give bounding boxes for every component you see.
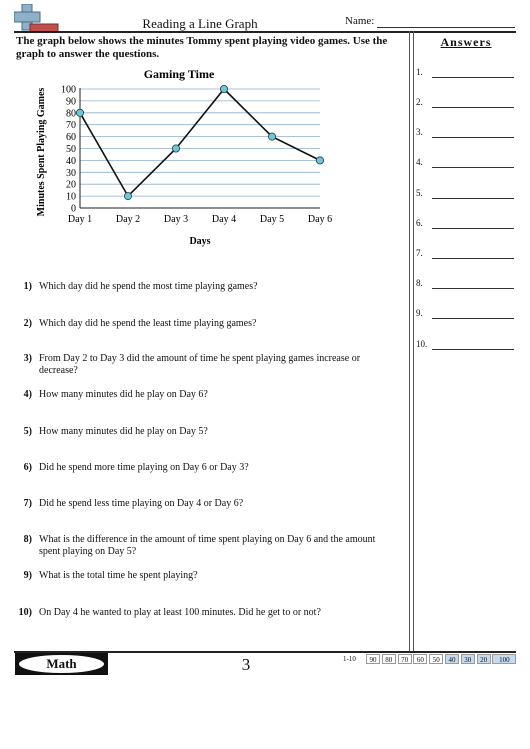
chart-y-tick-label: 90 — [66, 96, 76, 108]
score-cell: 60 — [413, 654, 427, 664]
chart-y-tick-label: 30 — [66, 167, 76, 179]
answer-number: 7. — [416, 248, 423, 258]
question-text: What is the difference in the amount of time spent playing on Day 6 and the amount spent playing on Day 5? — [39, 534, 376, 557]
chart-y-tick-label: 10 — [66, 191, 76, 203]
chart-y-tick-label: 70 — [66, 120, 76, 132]
answer-number: 2. — [416, 97, 423, 107]
question-text: On Day 4 he wanted to play at least 100 minutes. Did he get to or not? — [39, 607, 321, 618]
page-title: Reading a Line Graph — [142, 16, 258, 31]
question-text: What is the total time he spent playing? — [39, 570, 198, 581]
chart-y-tick-label: 40 — [66, 155, 76, 167]
question-number: 1) — [23, 281, 32, 292]
answer-number: 9. — [416, 308, 423, 318]
question-number: 10) — [18, 607, 32, 618]
question-number: 9) — [23, 570, 32, 581]
chart-data-point — [220, 85, 227, 92]
question-number: 5) — [23, 426, 32, 437]
page-number: 3 — [241, 655, 251, 674]
score-cell: 100 — [492, 654, 516, 664]
chart-data-point — [172, 145, 179, 152]
chart-x-tick-label: Day 6 — [307, 214, 333, 225]
question-number: 3) — [23, 353, 32, 364]
chart-y-tick-label: 50 — [66, 144, 76, 155]
score-cell: 40 — [445, 654, 459, 664]
answer-field[interactable] — [432, 349, 514, 350]
answer-field[interactable] — [432, 137, 514, 138]
question-text: Did he spend more time playing on Day 6 or Day 3? — [39, 462, 249, 473]
question-text: Which day did he spend the most time playing games? — [39, 281, 258, 292]
chart-x-tick-label: Day 1 — [67, 214, 93, 225]
question-number: 8) — [23, 534, 32, 545]
answer-field[interactable] — [432, 258, 514, 259]
answer-number: 10. — [416, 339, 428, 349]
answer-field[interactable] — [432, 107, 514, 108]
chart-data-point — [268, 133, 275, 140]
score-cell: 50 — [429, 654, 443, 664]
score-cell: 70 — [398, 654, 412, 664]
question-number: 2) — [23, 318, 32, 329]
answer-number: 8. — [416, 278, 423, 288]
instructions: The graph below shows the minutes Tommy spent playing video games. Use the graph to answer the questions. — [16, 35, 388, 60]
question-text: From Day 2 to Day 3 did the amount of time he spent playing games increase or decrease? — [39, 353, 361, 376]
chart-y-tick-label: 60 — [66, 132, 76, 144]
score-cell: 90 — [366, 654, 380, 664]
question-number: 6) — [23, 462, 32, 473]
question-text: How many minutes did he play on Day 6? — [39, 389, 208, 400]
chart-x-tick-label: Day 3 — [163, 214, 189, 225]
score-range-label: 1-10 — [343, 655, 356, 663]
answer-field[interactable] — [432, 318, 514, 319]
score-cell: 30 — [461, 654, 475, 664]
chart-y-axis-label: Minutes Spent Playing Games — [36, 87, 47, 217]
question-number: 7) — [23, 498, 32, 509]
brand-label: Math — [19, 655, 104, 673]
name-field[interactable] — [377, 27, 515, 28]
score-cell: 20 — [477, 654, 491, 664]
answer-number: 3. — [416, 127, 423, 137]
answer-field[interactable] — [432, 167, 514, 168]
chart-x-tick-label: Day 5 — [259, 214, 285, 225]
name-label: Name: — [345, 15, 375, 27]
answer-column-divider-inner — [413, 31, 414, 651]
chart-title: Gaming Time — [143, 67, 215, 81]
chart-series-line — [80, 89, 320, 196]
chart-y-tick-label: 80 — [66, 108, 76, 120]
question-text: How many minutes did he play on Day 5? — [39, 426, 208, 437]
answer-field[interactable] — [432, 198, 514, 199]
answer-number: 6. — [416, 218, 423, 228]
question-text: Did he spend less time playing on Day 4 or Day 6? — [39, 498, 244, 509]
header-divider — [14, 31, 516, 33]
line-chart — [14, 62, 409, 252]
chart-x-tick-label: Day 4 — [211, 214, 237, 225]
question-text: Which day did he spend the least time playing games? — [39, 318, 257, 329]
chart-data-point — [316, 157, 323, 164]
answer-field[interactable] — [432, 77, 514, 78]
chart-y-tick-label: 0 — [71, 203, 76, 215]
answers-title: Answers — [440, 35, 492, 49]
chart-data-point — [76, 109, 83, 116]
score-cell: 80 — [382, 654, 396, 664]
answer-column-divider — [409, 31, 410, 651]
chart-x-tick-label: Day 2 — [115, 214, 141, 225]
chart-y-tick-label: 20 — [66, 179, 76, 191]
plus-logo-icon — [14, 4, 60, 34]
answer-number: 4. — [416, 157, 423, 167]
chart-y-tick-label: 100 — [61, 84, 76, 96]
chart-data-point — [124, 193, 131, 200]
answer-field[interactable] — [432, 288, 514, 289]
answer-number: 1. — [416, 67, 423, 77]
chart-x-axis-label: Days — [189, 236, 211, 247]
answer-field[interactable] — [432, 228, 514, 229]
question-number: 4) — [23, 389, 32, 400]
answer-number: 5. — [416, 188, 423, 198]
